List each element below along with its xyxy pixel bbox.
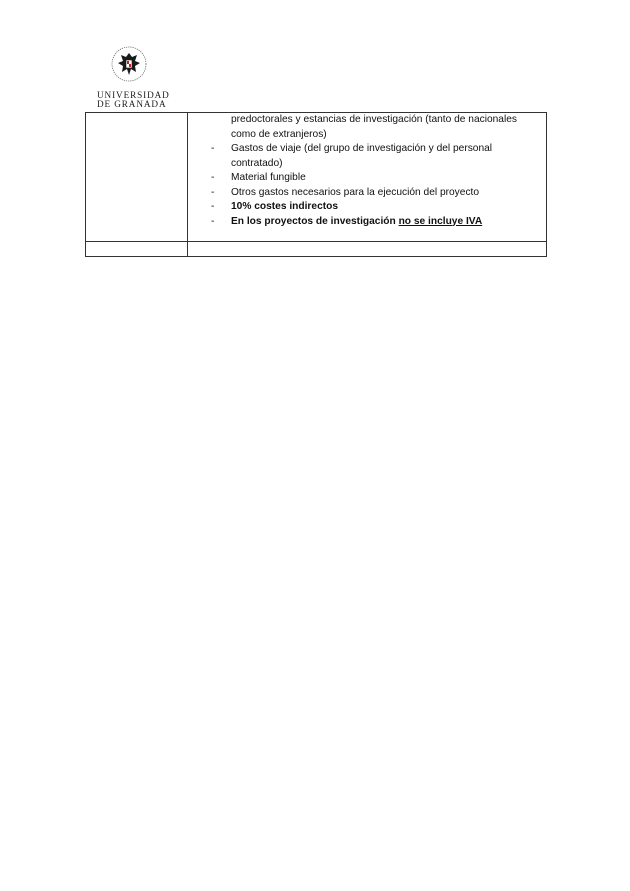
logo-text-line1: UNIVERSIDAD xyxy=(97,90,170,100)
table-cell-left xyxy=(86,113,188,242)
university-logo xyxy=(97,44,170,110)
table-cell-left xyxy=(86,242,188,257)
table-cell-right xyxy=(188,242,547,257)
list-bullet: - xyxy=(211,143,215,154)
table-row xyxy=(86,242,547,257)
university-crest-icon xyxy=(109,44,149,84)
list-bullet: - xyxy=(211,186,215,198)
iva-note-underlined: no se incluye IVA xyxy=(398,215,483,227)
list-bullet: - xyxy=(211,201,215,212)
table-cell-right: predoctorales y estancias de investigación (tanto de nacionales como de extranjeros) - Gastos de viaje (del grupo de investigación y del personal contratado) - Material fungible - Otros gastos necesarios para la ejecución del proyecto - 10% costes indirectos - En los proyectos de investigación no se incluye IVA xyxy=(188,113,547,242)
budget-table xyxy=(85,112,547,257)
iva-note: En los proyectos de investigación xyxy=(231,215,399,227)
list-bullet: - xyxy=(211,172,215,183)
list-bullet: - xyxy=(211,215,215,227)
logo-text-line2: DE GRANADA xyxy=(97,99,167,109)
table-row xyxy=(86,113,547,242)
